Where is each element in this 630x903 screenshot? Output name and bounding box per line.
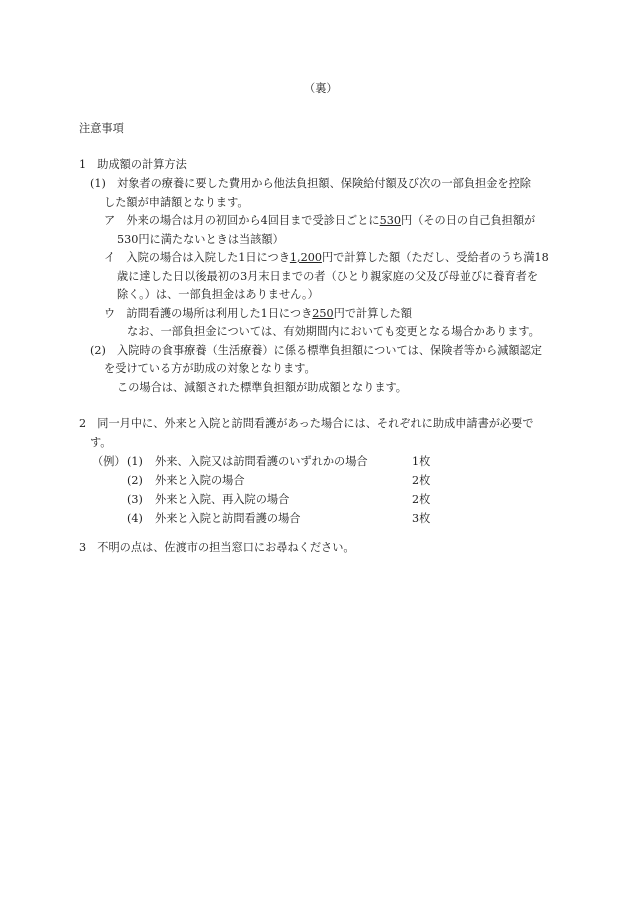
example-count: 2枚 — [412, 493, 431, 506]
section-title: 注意事項 — [79, 122, 124, 135]
example-num: (1) — [127, 455, 143, 468]
item3-line: 3 不明の点は、佐渡市の担当窓口にお尋ねください。 — [79, 541, 355, 554]
item1-a-amount: 530 — [379, 214, 401, 227]
example-label: （例） — [92, 455, 126, 468]
item1-i-post: 円で計算した額（ただし、受給者のうち満18 — [321, 251, 549, 264]
item1-i-pre: イ 入院の場合は入院した1日につき — [104, 251, 290, 264]
example-text: 外来と入院、再入院の場合 — [155, 493, 290, 506]
example-num: (2) — [127, 474, 143, 487]
item1-heading: 1 助成額の計算方法 — [79, 158, 187, 171]
item1-u-line — [104, 304, 412, 323]
item1-p2-line1: (2) 入院時の食事療養（生活療養）に係る標準負担額については、保険者等から減額認定 — [90, 344, 542, 357]
item1-u-pre: ウ 訪問看護の場所は利用した1日につき — [104, 307, 313, 320]
item1-p1-line1: (1) 対象者の療養に要した費用から他法負担額、保険給付額及び次の一部負担金を控除 — [90, 177, 531, 190]
item1-a-line2: 530円に満たないときは当該額） — [117, 233, 284, 246]
item1-i-line1 — [104, 248, 549, 267]
item2-line2: す。 — [90, 436, 112, 449]
item1-i-line2: 歳に達した日以後最初の3月末日までの者（ひとり親家庭の父及び母並びに養育者を — [117, 270, 539, 283]
item1-a-line1 — [104, 211, 535, 230]
item1-i-amount: 1,200 — [289, 251, 322, 264]
example-count: 2枚 — [412, 474, 431, 487]
example-num: (4) — [127, 512, 143, 525]
item1-a-pre: ア 外来の場合は月の初回から4回目まで受診日ごとに — [104, 214, 380, 227]
example-text: 外来、入院又は訪問看護のいずれかの場合 — [155, 455, 368, 468]
item1-note: なお、一部負担金については、有効期間内においても変更となる場合かあります。 — [127, 325, 540, 338]
item1-a-post: 円（その日の自己負担額が — [400, 214, 536, 227]
item1-p2-line3: この場合は、減額された標準負担額が助成額となります。 — [117, 381, 407, 394]
item1-p1-line2: した額が申請額となります。 — [104, 196, 249, 209]
item1-u-post: 円で計算した額 — [333, 307, 412, 320]
item1-i-line3: 除く。）は、一部負担金はありません。） — [117, 288, 319, 301]
page-side-header: （裏） — [304, 82, 338, 95]
item1-u-amount: 250 — [312, 307, 334, 320]
example-count: 1枚 — [412, 455, 431, 468]
item2-line1: 2 同一月中に、外来と入院と訪問看護があった場合には、それぞれに助成申請書が必要で — [79, 417, 534, 430]
example-num: (3) — [127, 493, 143, 506]
item1-p2-line2: を受けている方が助成の対象となります。 — [104, 362, 316, 375]
example-count: 3枚 — [412, 512, 431, 525]
example-text: 外来と入院の場合 — [155, 474, 245, 487]
example-text: 外来と入院と訪問看護の場合 — [155, 512, 301, 525]
